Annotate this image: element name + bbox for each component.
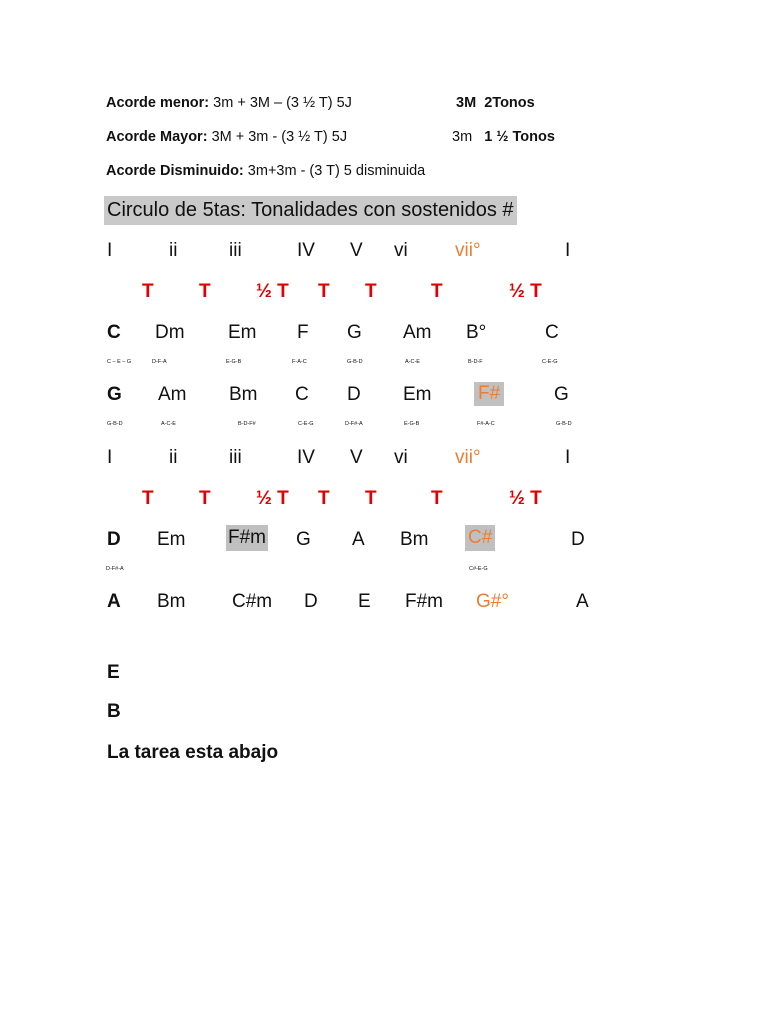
chord: F bbox=[297, 322, 309, 343]
chord-notes: C-E-G bbox=[298, 421, 314, 427]
section-heading: Circulo de 5tas: Tonalidades con sostenidos # bbox=[104, 196, 517, 225]
chord-notes: G-B-D bbox=[107, 421, 123, 427]
definition-minor-extra: 3M 2Tonos bbox=[456, 95, 535, 111]
degree-label: vi bbox=[394, 447, 408, 468]
step-label: T bbox=[142, 281, 154, 302]
step-label: T bbox=[365, 488, 377, 509]
chord-notes: C#-E-G bbox=[469, 566, 488, 572]
chord-notes: D-F#-A bbox=[106, 566, 124, 572]
chord-notes: C-E-G bbox=[542, 359, 558, 365]
chord: Am bbox=[403, 322, 432, 343]
chord: C bbox=[545, 322, 559, 343]
chord: Bm bbox=[157, 591, 186, 612]
degree-label: IV bbox=[297, 240, 315, 261]
chord: G bbox=[347, 322, 362, 343]
chord-notes: G-B-D bbox=[347, 359, 363, 365]
chord: C#m bbox=[232, 591, 273, 612]
step-label: T bbox=[318, 281, 330, 302]
definition-formula: 3m+3m - (3 T) 5 disminuida bbox=[247, 163, 426, 179]
degree-label: I bbox=[107, 447, 113, 468]
definition-minor bbox=[106, 95, 352, 111]
chord-notes: D-F#-A bbox=[345, 421, 363, 427]
homework-note: La tarea esta abajo bbox=[107, 742, 279, 763]
chord-tonic: D bbox=[107, 529, 121, 550]
degree-label: I bbox=[107, 240, 113, 261]
definition-formula: 3m + 3M – (3 ½ T) 5J bbox=[213, 95, 352, 111]
chord-leading-highlighted: F# bbox=[474, 382, 504, 406]
step-label: T bbox=[365, 281, 377, 302]
chord: D bbox=[347, 384, 361, 405]
step-label: ½ T bbox=[509, 488, 542, 509]
step-label: T bbox=[318, 488, 330, 509]
chord: C bbox=[295, 384, 309, 405]
chord-tonic: A bbox=[107, 591, 121, 612]
chord: F#m bbox=[405, 591, 443, 612]
chord-tonic: G bbox=[107, 384, 122, 405]
definition-major bbox=[106, 129, 347, 145]
degree-label: vi bbox=[394, 240, 408, 261]
degree-label-leading: vii° bbox=[455, 240, 481, 261]
chord: Dm bbox=[155, 322, 185, 343]
chord-leading: G#° bbox=[476, 591, 509, 612]
step-label: T bbox=[142, 488, 154, 509]
definition-diminished bbox=[106, 163, 425, 179]
chord-notes: A-C-E bbox=[405, 359, 420, 365]
chord-notes: E-G-B bbox=[404, 421, 420, 427]
step-label: ½ T bbox=[256, 281, 289, 302]
chord: B° bbox=[466, 322, 487, 343]
key-label-b: B bbox=[107, 701, 121, 722]
definition-label: Acorde Mayor: bbox=[106, 129, 208, 145]
chord: Em bbox=[157, 529, 186, 550]
chord: Em bbox=[403, 384, 432, 405]
step-label: ½ T bbox=[509, 281, 542, 302]
chord: Bm bbox=[229, 384, 258, 405]
chord-notes: C – E – G bbox=[107, 359, 132, 365]
degree-label: IV bbox=[297, 447, 315, 468]
chord-tonic: C bbox=[107, 322, 121, 343]
chord-notes: F#-A-C bbox=[477, 421, 495, 427]
definition-label: Acorde menor: bbox=[106, 95, 210, 111]
chord: A bbox=[352, 529, 365, 550]
degree-label: V bbox=[350, 240, 363, 261]
chord: E bbox=[358, 591, 371, 612]
chord-highlighted: F#m bbox=[226, 525, 268, 551]
chord: D bbox=[571, 529, 585, 550]
chord-notes: G-B-D bbox=[556, 421, 572, 427]
step-label: T bbox=[431, 488, 443, 509]
degree-label: I bbox=[565, 240, 571, 261]
definition-major-extra: 3m 1 ½ Tonos bbox=[452, 129, 555, 145]
degree-label: V bbox=[350, 447, 363, 468]
chord: D bbox=[304, 591, 318, 612]
step-label: T bbox=[199, 281, 211, 302]
chord: G bbox=[554, 384, 569, 405]
degree-label: iii bbox=[229, 447, 242, 468]
definition-label: Acorde Disminuido: bbox=[106, 163, 244, 179]
chord: G bbox=[296, 529, 311, 550]
degree-label: ii bbox=[169, 240, 178, 261]
step-label: ½ T bbox=[256, 488, 289, 509]
chord: Bm bbox=[400, 529, 429, 550]
degree-label: iii bbox=[229, 240, 242, 261]
chord-notes: D-F-A bbox=[152, 359, 167, 365]
chord: Em bbox=[228, 322, 257, 343]
chord-leading-highlighted: C# bbox=[465, 525, 495, 551]
chord: Am bbox=[158, 384, 187, 405]
degree-label: ii bbox=[169, 447, 178, 468]
definition-formula: 3M + 3m - (3 ½ T) 5J bbox=[211, 129, 348, 145]
chord-notes: A-C-E bbox=[161, 421, 176, 427]
key-label-e: E bbox=[107, 662, 120, 683]
chord: A bbox=[576, 591, 589, 612]
chord-notes: B-D-F# bbox=[238, 421, 256, 427]
chord-notes: E-G-B bbox=[226, 359, 242, 365]
chord-notes: B-D-F bbox=[468, 359, 483, 365]
step-label: T bbox=[431, 281, 443, 302]
step-label: T bbox=[199, 488, 211, 509]
chord-notes: F-A-C bbox=[292, 359, 307, 365]
degree-label: I bbox=[565, 447, 571, 468]
degree-label-leading: vii° bbox=[455, 447, 481, 468]
